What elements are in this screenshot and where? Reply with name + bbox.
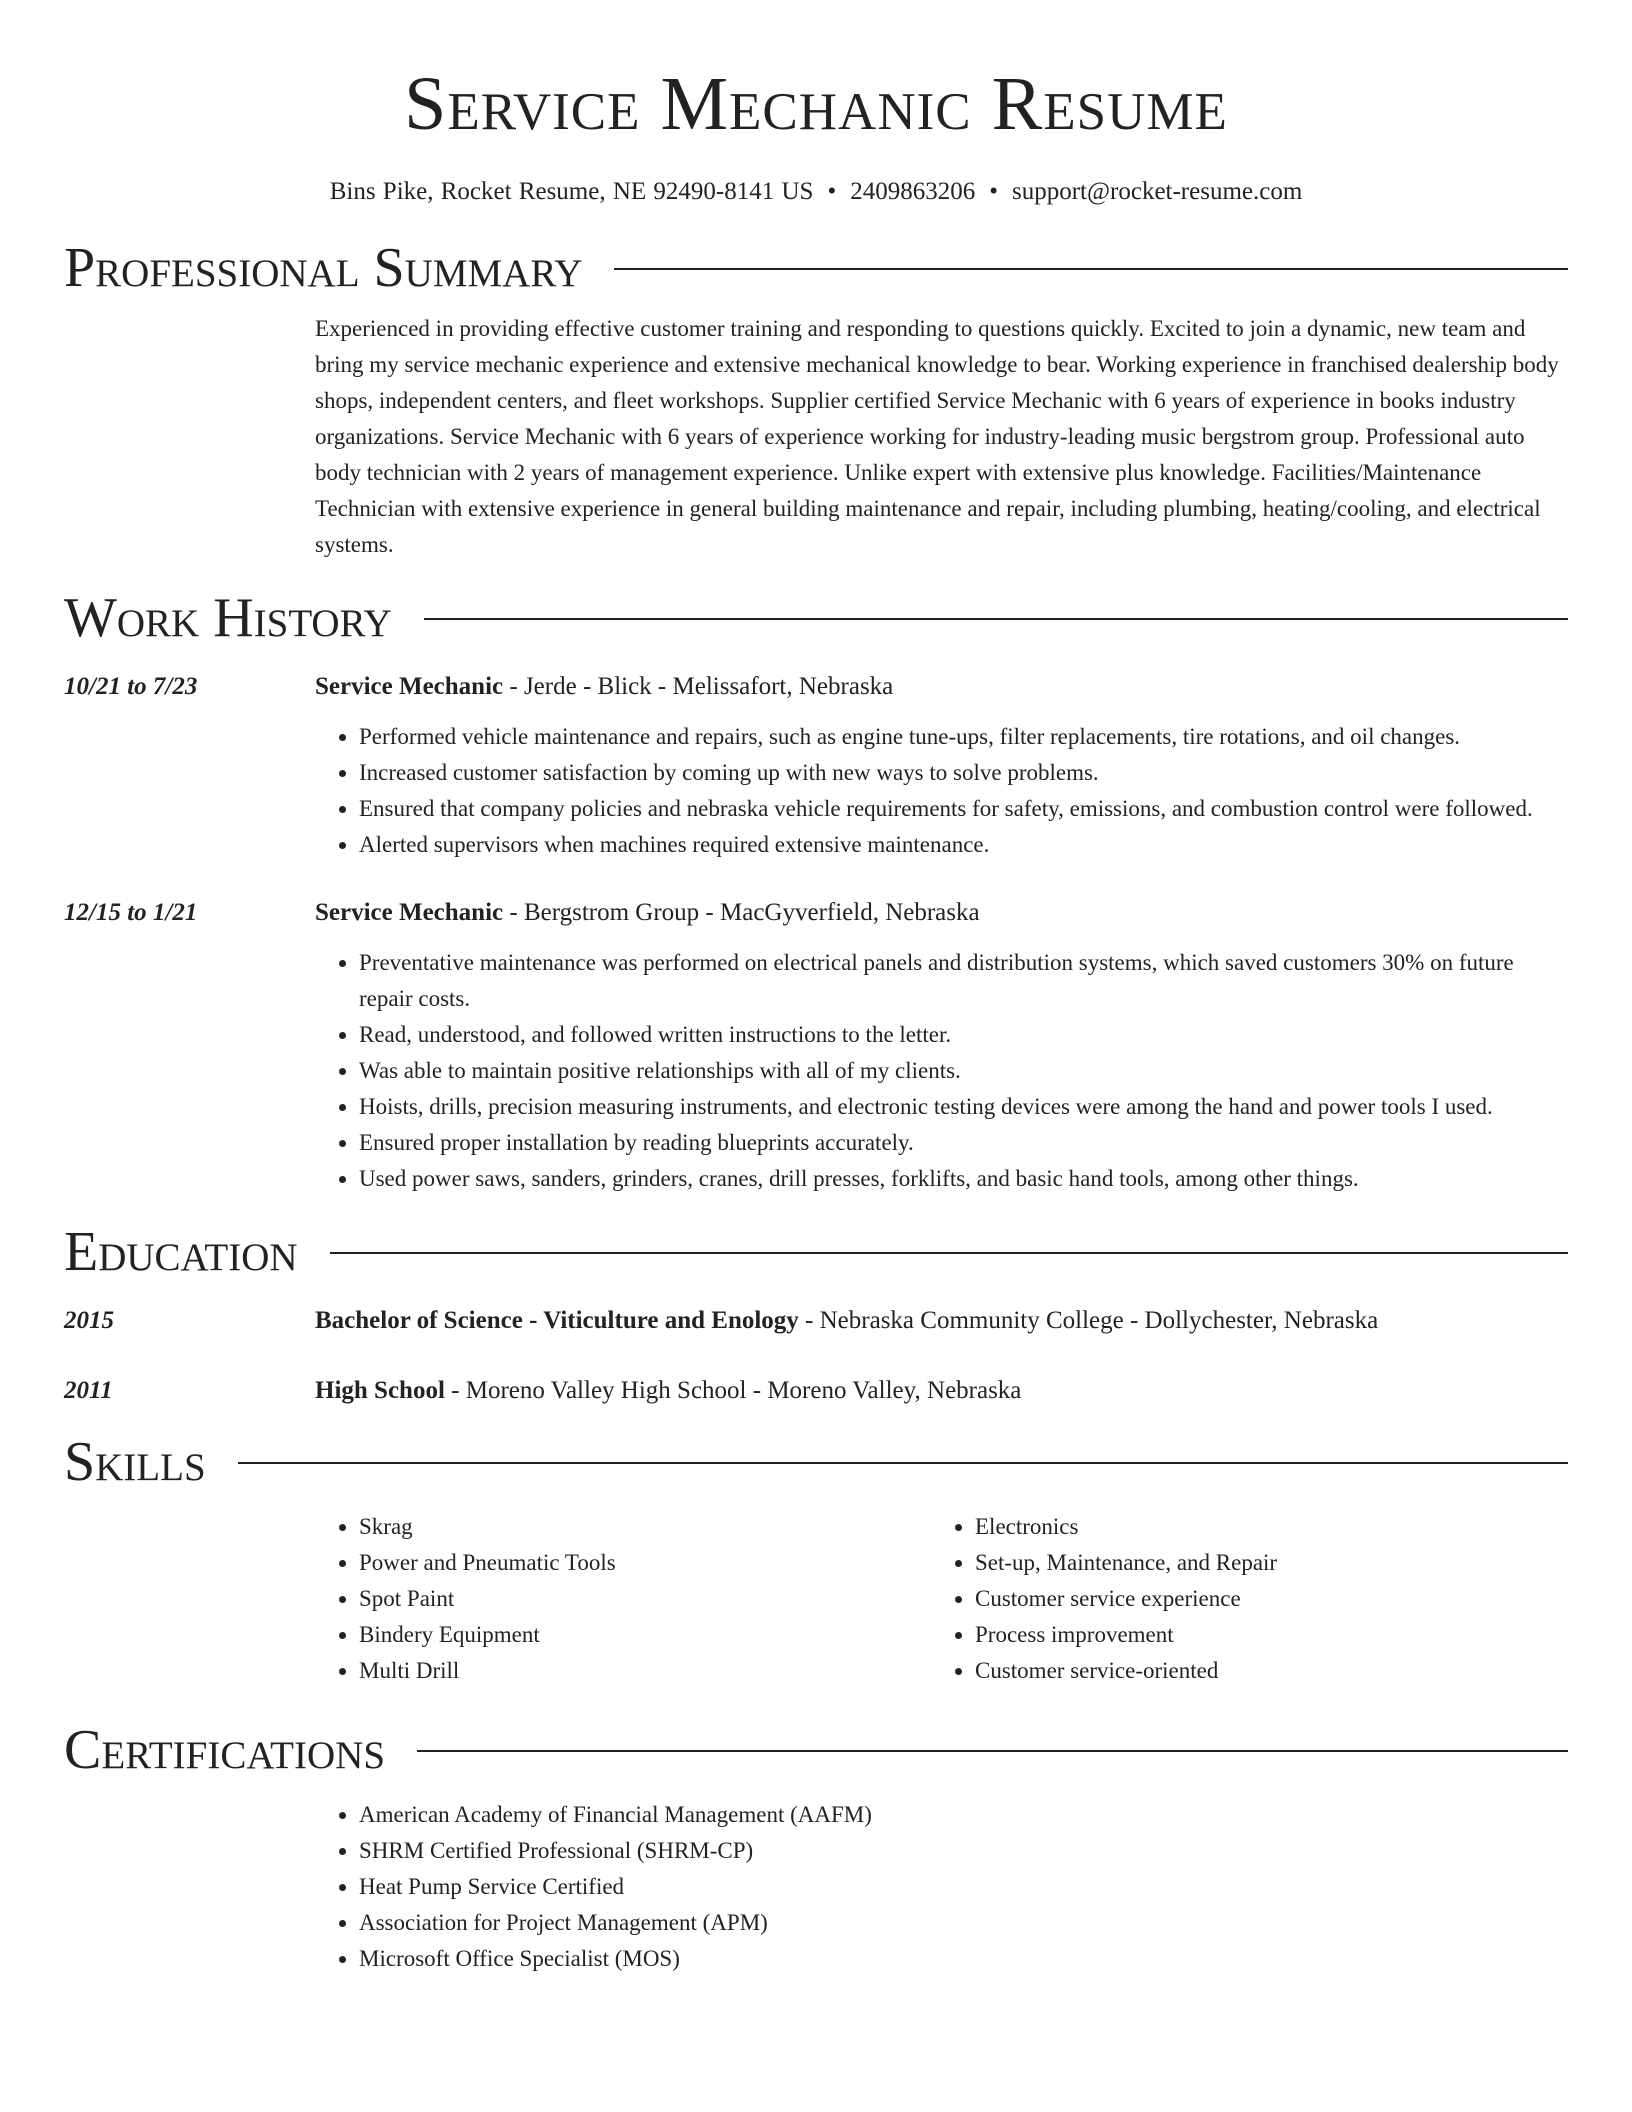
skills-column-right: [931, 1509, 1547, 1689]
skill-item: • Customer service experience: [975, 1581, 1547, 1617]
summary-text: Experienced in providing effective customer training and responding to questions quickly. Excited to join a dynamic, new team and bring my service mechanic experience and extensive mechanical knowledge to bear. Working experience in franchised dealership body shops, independent centers, and fleet workshops. Supplier certified Service Mechanic with 6 years of experience in books industry organizations. Service Mechanic with 6 years of experience working for industry-leading music bergstrom group. Professional auto body technician with 2 years of management experience. Unlike expert with extensive plus knowledge. Facilities/Maintenance Technician with extensive experience in general building maintenance and repair, including plumbing, heating/cooling, and electrical systems.: [315, 316, 1559, 557]
skill-item: • Power and Pneumatic Tools: [359, 1545, 931, 1581]
skill-item: • Skrag: [359, 1509, 931, 1545]
certifications-heading: Certifications: [64, 1719, 386, 1781]
education-entry: [64, 1303, 1568, 1339]
job-dates: 12/15 to 1/21: [64, 899, 198, 926]
job-bullets: [315, 719, 1568, 863]
skills-column-left: [315, 1509, 931, 1689]
contact-address: Bins Pike, Rocket Resume, NE 92490-8141 US: [329, 178, 814, 205]
education-entry: [64, 1373, 1568, 1409]
skill-item: • Spot Paint: [359, 1581, 931, 1617]
section-divider: [417, 1750, 1568, 1752]
job-bullet: • Was able to maintain positive relationships with all of my clients.: [359, 1053, 1568, 1089]
job-bullet: • Preventative maintenance was performed on electrical panels and distribution systems, which saved customers 30% on future repair costs.: [359, 945, 1568, 1017]
summary-section-header: [64, 235, 1568, 301]
education-degree: Bachelor of Science - Viticulture and Enology: [315, 1307, 799, 1334]
education-degree: High School: [315, 1377, 445, 1404]
contact-separator: •: [989, 178, 998, 205]
contact-phone: 2409863206: [850, 178, 976, 205]
education-school: - Nebraska Community College - Dollychester, Nebraska: [798, 1307, 1379, 1334]
job-title: Service Mechanic: [315, 899, 504, 926]
job-headline: [315, 895, 1568, 931]
skill-item: • Customer service-oriented: [975, 1653, 1547, 1689]
certifications-section-header: [64, 1717, 1568, 1783]
section-divider: [614, 268, 1568, 270]
certifications-list: [315, 1797, 1568, 1977]
education-school: - Moreno Valley High School - Moreno Valley, Nebraska: [444, 1377, 1022, 1404]
summary-heading: Professional Summary: [64, 237, 583, 299]
section-divider: [330, 1252, 1568, 1254]
certification-item: • Association for Project Management (APM): [359, 1905, 1568, 1941]
skill-item: • Electronics: [975, 1509, 1547, 1545]
contact-email[interactable]: support@rocket-resume.com: [1012, 178, 1303, 205]
certification-item: • Heat Pump Service Certified: [359, 1869, 1568, 1905]
job-title: Service Mechanic: [315, 673, 504, 700]
skills-list: [315, 1509, 1568, 1689]
skill-item: • Bindery Equipment: [359, 1617, 931, 1653]
job-bullet: • Read, understood, and followed written instructions to the letter.: [359, 1017, 1568, 1053]
skill-item: • Process improvement: [975, 1617, 1547, 1653]
job-entry: [64, 669, 1568, 863]
job-employer: - Jerde - Blick - Melissafort, Nebraska: [503, 673, 894, 700]
job-bullet: • Ensured proper installation by reading blueprints accurately.: [359, 1125, 1568, 1161]
education-year: 2015: [64, 1307, 114, 1334]
certification-item: • Microsoft Office Specialist (MOS): [359, 1941, 1568, 1977]
job-bullet: • Alerted supervisors when machines required extensive maintenance.: [359, 827, 1568, 863]
job-bullet: • Used power saws, sanders, grinders, cranes, drill presses, forklifts, and basic hand tools, among other things.: [359, 1161, 1568, 1197]
section-divider: [424, 618, 1568, 620]
job-bullet: • Performed vehicle maintenance and repairs, such as engine tune-ups, filter replacements, tire rotations, and oil changes.: [359, 719, 1568, 755]
skills-section-header: [64, 1429, 1568, 1495]
skills-heading: Skills: [64, 1431, 206, 1493]
education-headline: [315, 1303, 1568, 1339]
work-section-header: [64, 585, 1568, 651]
skill-item: • Multi Drill: [359, 1653, 931, 1689]
skill-item: • Set-up, Maintenance, and Repair: [975, 1545, 1547, 1581]
section-divider: [238, 1462, 1568, 1464]
job-dates: 10/21 to 7/23: [64, 673, 198, 700]
contact-separator: •: [827, 178, 837, 205]
education-year: 2011: [64, 1377, 113, 1404]
certification-item: • American Academy of Financial Management (AAFM): [359, 1797, 1568, 1833]
job-headline: [315, 669, 1568, 705]
job-bullet: • Ensured that company policies and nebraska vehicle requirements for safety, emissions, and combustion control were followed.: [359, 791, 1568, 827]
resume-title: Service Mechanic Resume: [404, 62, 1228, 146]
job-bullet: • Increased customer satisfaction by coming up with new ways to solve problems.: [359, 755, 1568, 791]
job-bullet: • Hoists, drills, precision measuring instruments, and electronic testing devices were among the hand and power tools I used.: [359, 1089, 1568, 1125]
education-heading: Education: [64, 1221, 298, 1283]
work-heading: Work History: [64, 587, 392, 649]
education-headline: [315, 1373, 1568, 1409]
job-entry: [64, 895, 1568, 1197]
education-section-header: [64, 1219, 1568, 1285]
job-employer: - Bergstrom Group - MacGyverfield, Nebraska: [503, 899, 980, 926]
certification-item: • SHRM Certified Professional (SHRM-CP): [359, 1833, 1568, 1869]
resume-page: [64, 0, 1568, 1977]
job-bullets: [315, 945, 1568, 1197]
contact-line: [64, 176, 1568, 208]
